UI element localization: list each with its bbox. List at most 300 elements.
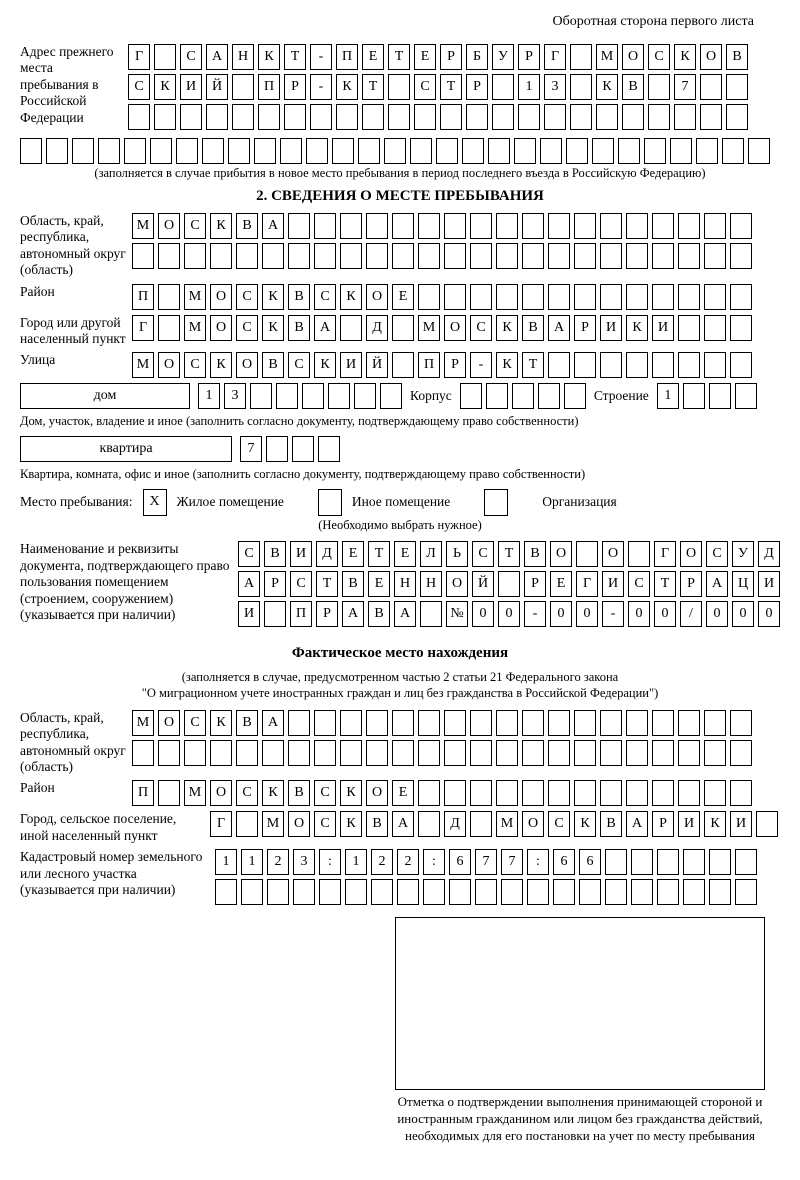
char-cell[interactable]: П <box>132 780 154 806</box>
char-cell[interactable] <box>527 879 549 905</box>
char-cell[interactable] <box>652 243 674 269</box>
char-cell[interactable]: О <box>366 284 388 310</box>
char-cell[interactable]: Р <box>524 571 546 597</box>
char-cell[interactable] <box>704 213 726 239</box>
char-cell[interactable] <box>466 104 488 130</box>
char-cell[interactable] <box>618 138 640 164</box>
char-cell[interactable] <box>215 879 237 905</box>
char-cell[interactable]: С <box>184 352 206 378</box>
char-cell[interactable] <box>540 138 562 164</box>
char-cell[interactable] <box>486 383 508 409</box>
char-cell[interactable]: В <box>366 811 388 837</box>
char-cell[interactable] <box>436 138 458 164</box>
char-cell[interactable]: Р <box>440 44 462 70</box>
char-cell[interactable] <box>366 740 388 766</box>
char-cell[interactable] <box>158 740 180 766</box>
char-cell[interactable] <box>648 104 670 130</box>
char-cell[interactable]: 0 <box>550 601 572 627</box>
char-cell[interactable] <box>512 383 534 409</box>
char-cell[interactable] <box>570 104 592 130</box>
char-cell[interactable]: К <box>704 811 726 837</box>
char-cell[interactable]: 0 <box>628 601 650 627</box>
char-cell[interactable]: С <box>180 44 202 70</box>
char-cell[interactable] <box>544 104 566 130</box>
char-cell[interactable] <box>154 44 176 70</box>
char-cell[interactable]: Е <box>368 571 390 597</box>
char-cell[interactable] <box>600 213 622 239</box>
char-cell[interactable] <box>314 213 336 239</box>
char-cell[interactable]: О <box>236 352 258 378</box>
char-cell[interactable] <box>574 740 596 766</box>
char-cell[interactable] <box>328 383 350 409</box>
char-cell[interactable]: 7 <box>475 849 497 875</box>
char-cell[interactable] <box>158 284 180 310</box>
char-cell[interactable] <box>678 315 700 341</box>
char-cell[interactable] <box>72 138 94 164</box>
char-cell[interactable]: М <box>596 44 618 70</box>
char-cell[interactable] <box>470 811 492 837</box>
char-cell[interactable] <box>652 213 674 239</box>
char-cell[interactable] <box>548 352 570 378</box>
char-cell[interactable]: В <box>342 571 364 597</box>
char-cell[interactable] <box>496 243 518 269</box>
char-cell[interactable]: А <box>206 44 228 70</box>
char-cell[interactable] <box>570 74 592 100</box>
char-cell[interactable]: Д <box>316 541 338 567</box>
char-cell[interactable]: С <box>290 571 312 597</box>
char-cell[interactable]: Т <box>362 74 384 100</box>
char-cell[interactable]: О <box>602 541 624 567</box>
char-cell[interactable]: С <box>414 74 436 100</box>
char-cell[interactable]: А <box>262 213 284 239</box>
stay-type-checkbox-residential[interactable]: X <box>143 489 167 516</box>
char-cell[interactable] <box>696 138 718 164</box>
char-cell[interactable] <box>683 849 705 875</box>
char-cell[interactable]: О <box>210 780 232 806</box>
char-cell[interactable]: А <box>262 710 284 736</box>
char-cell[interactable]: Т <box>316 571 338 597</box>
char-cell[interactable]: 7 <box>240 436 262 462</box>
char-cell[interactable]: Г <box>210 811 232 837</box>
char-cell[interactable] <box>340 740 362 766</box>
char-cell[interactable]: 7 <box>501 849 523 875</box>
char-cell[interactable]: В <box>288 315 310 341</box>
char-cell[interactable]: П <box>258 74 280 100</box>
char-cell[interactable]: С <box>236 780 258 806</box>
char-cell[interactable] <box>444 243 466 269</box>
char-cell[interactable] <box>631 879 653 905</box>
char-cell[interactable]: И <box>652 315 674 341</box>
char-cell[interactable] <box>709 879 731 905</box>
char-cell[interactable] <box>574 352 596 378</box>
char-cell[interactable] <box>318 436 340 462</box>
char-cell[interactable] <box>236 243 258 269</box>
char-cell[interactable]: Р <box>466 74 488 100</box>
char-cell[interactable]: К <box>154 74 176 100</box>
char-cell[interactable] <box>366 213 388 239</box>
char-cell[interactable] <box>631 849 653 875</box>
char-cell[interactable] <box>340 243 362 269</box>
char-cell[interactable] <box>596 104 618 130</box>
char-cell[interactable]: О <box>366 780 388 806</box>
char-cell[interactable] <box>418 284 440 310</box>
char-cell[interactable] <box>735 383 757 409</box>
char-cell[interactable] <box>730 315 752 341</box>
char-cell[interactable]: В <box>236 213 258 239</box>
char-cell[interactable] <box>522 780 544 806</box>
char-cell[interactable]: Р <box>444 352 466 378</box>
char-cell[interactable]: О <box>210 284 232 310</box>
char-cell[interactable]: О <box>158 710 180 736</box>
char-cell[interactable] <box>475 879 497 905</box>
char-cell[interactable] <box>340 213 362 239</box>
char-cell[interactable]: И <box>600 315 622 341</box>
char-cell[interactable]: Т <box>388 44 410 70</box>
char-cell[interactable]: К <box>262 780 284 806</box>
char-cell[interactable]: К <box>496 352 518 378</box>
char-cell[interactable]: Р <box>264 571 286 597</box>
char-cell[interactable] <box>735 849 757 875</box>
char-cell[interactable]: - <box>470 352 492 378</box>
char-cell[interactable] <box>548 213 570 239</box>
char-cell[interactable]: В <box>600 811 622 837</box>
char-cell[interactable] <box>652 780 674 806</box>
char-cell[interactable] <box>518 104 540 130</box>
char-cell[interactable]: Р <box>316 601 338 627</box>
char-cell[interactable]: Д <box>758 541 780 567</box>
char-cell[interactable]: 2 <box>397 849 419 875</box>
char-cell[interactable] <box>730 243 752 269</box>
char-cell[interactable] <box>488 138 510 164</box>
char-cell[interactable] <box>670 138 692 164</box>
char-cell[interactable] <box>735 879 757 905</box>
char-cell[interactable]: К <box>496 315 518 341</box>
char-cell[interactable] <box>514 138 536 164</box>
char-cell[interactable]: С <box>628 571 650 597</box>
char-cell[interactable] <box>470 243 492 269</box>
char-cell[interactable] <box>444 740 466 766</box>
char-cell[interactable]: А <box>706 571 728 597</box>
char-cell[interactable] <box>340 315 362 341</box>
char-cell[interactable] <box>418 811 440 837</box>
char-cell[interactable]: С <box>470 315 492 341</box>
char-cell[interactable]: О <box>446 571 468 597</box>
char-cell[interactable] <box>392 710 414 736</box>
char-cell[interactable]: 1 <box>345 849 367 875</box>
char-cell[interactable]: : <box>527 849 549 875</box>
char-cell[interactable] <box>652 284 674 310</box>
char-cell[interactable] <box>700 74 722 100</box>
char-cell[interactable] <box>276 383 298 409</box>
char-cell[interactable]: В <box>522 315 544 341</box>
char-cell[interactable] <box>722 138 744 164</box>
char-cell[interactable] <box>574 213 596 239</box>
char-cell[interactable] <box>210 740 232 766</box>
char-cell[interactable]: И <box>290 541 312 567</box>
char-cell[interactable]: Г <box>132 315 154 341</box>
char-cell[interactable] <box>600 710 622 736</box>
char-cell[interactable]: 0 <box>576 601 598 627</box>
char-cell[interactable] <box>444 710 466 736</box>
char-cell[interactable] <box>522 213 544 239</box>
char-cell[interactable] <box>626 243 648 269</box>
char-cell[interactable]: Е <box>362 44 384 70</box>
char-cell[interactable] <box>574 710 596 736</box>
char-cell[interactable]: С <box>314 811 336 837</box>
char-cell[interactable]: К <box>674 44 696 70</box>
char-cell[interactable] <box>236 740 258 766</box>
char-cell[interactable]: К <box>340 284 362 310</box>
char-cell[interactable]: О <box>622 44 644 70</box>
char-cell[interactable] <box>288 213 310 239</box>
char-cell[interactable] <box>626 740 648 766</box>
char-cell[interactable]: Е <box>414 44 436 70</box>
char-cell[interactable] <box>158 243 180 269</box>
char-cell[interactable]: 6 <box>553 849 575 875</box>
char-cell[interactable] <box>470 740 492 766</box>
char-cell[interactable]: Л <box>420 541 442 567</box>
char-cell[interactable] <box>626 780 648 806</box>
char-cell[interactable]: Р <box>652 811 674 837</box>
char-cell[interactable] <box>345 879 367 905</box>
char-cell[interactable] <box>132 243 154 269</box>
char-cell[interactable]: О <box>680 541 702 567</box>
char-cell[interactable]: 0 <box>706 601 728 627</box>
char-cell[interactable] <box>496 740 518 766</box>
char-cell[interactable]: С <box>128 74 150 100</box>
char-cell[interactable]: В <box>288 780 310 806</box>
char-cell[interactable]: С <box>314 284 336 310</box>
char-cell[interactable]: 6 <box>449 849 471 875</box>
char-cell[interactable]: Д <box>444 811 466 837</box>
char-cell[interactable] <box>232 74 254 100</box>
char-cell[interactable]: О <box>522 811 544 837</box>
char-cell[interactable]: М <box>132 352 154 378</box>
char-cell[interactable]: М <box>184 315 206 341</box>
char-cell[interactable] <box>392 352 414 378</box>
char-cell[interactable] <box>652 710 674 736</box>
char-cell[interactable]: С <box>648 44 670 70</box>
char-cell[interactable]: О <box>700 44 722 70</box>
stay-type-checkbox-other-premises[interactable] <box>318 489 342 516</box>
char-cell[interactable] <box>158 780 180 806</box>
char-cell[interactable] <box>644 138 666 164</box>
char-cell[interactable] <box>254 138 276 164</box>
char-cell[interactable]: А <box>548 315 570 341</box>
char-cell[interactable]: - <box>310 74 332 100</box>
char-cell[interactable]: 2 <box>371 849 393 875</box>
char-cell[interactable]: 0 <box>758 601 780 627</box>
char-cell[interactable]: : <box>319 849 341 875</box>
char-cell[interactable]: 0 <box>472 601 494 627</box>
char-cell[interactable]: / <box>680 601 702 627</box>
char-cell[interactable] <box>392 315 414 341</box>
char-cell[interactable] <box>420 601 442 627</box>
char-cell[interactable] <box>444 780 466 806</box>
char-cell[interactable] <box>605 879 627 905</box>
char-cell[interactable] <box>538 383 560 409</box>
char-cell[interactable]: Р <box>574 315 596 341</box>
char-cell[interactable]: Г <box>576 571 598 597</box>
char-cell[interactable] <box>292 436 314 462</box>
char-cell[interactable] <box>206 104 228 130</box>
char-cell[interactable] <box>180 104 202 130</box>
char-cell[interactable]: Т <box>654 571 676 597</box>
char-cell[interactable]: 2 <box>267 849 289 875</box>
char-cell[interactable] <box>236 811 258 837</box>
char-cell[interactable]: : <box>423 849 445 875</box>
char-cell[interactable]: 1 <box>241 849 263 875</box>
char-cell[interactable] <box>266 436 288 462</box>
char-cell[interactable] <box>250 383 272 409</box>
char-cell[interactable]: К <box>340 780 362 806</box>
char-cell[interactable] <box>46 138 68 164</box>
char-cell[interactable] <box>548 243 570 269</box>
char-cell[interactable] <box>460 383 482 409</box>
char-cell[interactable] <box>579 879 601 905</box>
char-cell[interactable] <box>371 879 393 905</box>
char-cell[interactable] <box>98 138 120 164</box>
char-cell[interactable]: Е <box>550 571 572 597</box>
char-cell[interactable] <box>392 213 414 239</box>
char-cell[interactable]: Т <box>368 541 390 567</box>
char-cell[interactable] <box>158 315 180 341</box>
char-cell[interactable]: У <box>492 44 514 70</box>
char-cell[interactable]: Й <box>366 352 388 378</box>
char-cell[interactable] <box>652 740 674 766</box>
char-cell[interactable] <box>622 104 644 130</box>
char-cell[interactable]: К <box>210 213 232 239</box>
char-cell[interactable]: К <box>262 315 284 341</box>
char-cell[interactable]: Й <box>206 74 228 100</box>
char-cell[interactable] <box>678 213 700 239</box>
char-cell[interactable] <box>462 138 484 164</box>
char-cell[interactable]: М <box>496 811 518 837</box>
char-cell[interactable] <box>492 104 514 130</box>
char-cell[interactable]: С <box>238 541 260 567</box>
char-cell[interactable] <box>657 849 679 875</box>
char-cell[interactable] <box>600 284 622 310</box>
char-cell[interactable] <box>748 138 770 164</box>
char-cell[interactable]: И <box>678 811 700 837</box>
char-cell[interactable]: С <box>548 811 570 837</box>
char-cell[interactable] <box>354 383 376 409</box>
char-cell[interactable]: О <box>288 811 310 837</box>
char-cell[interactable] <box>522 284 544 310</box>
char-cell[interactable] <box>522 710 544 736</box>
char-cell[interactable]: О <box>444 315 466 341</box>
char-cell[interactable] <box>184 243 206 269</box>
char-cell[interactable] <box>498 571 520 597</box>
char-cell[interactable]: А <box>238 571 260 597</box>
char-cell[interactable] <box>176 138 198 164</box>
char-cell[interactable] <box>548 740 570 766</box>
char-cell[interactable] <box>730 740 752 766</box>
char-cell[interactable] <box>496 213 518 239</box>
char-cell[interactable] <box>756 811 778 837</box>
char-cell[interactable] <box>678 780 700 806</box>
char-cell[interactable]: А <box>626 811 648 837</box>
char-cell[interactable]: В <box>288 284 310 310</box>
char-cell[interactable] <box>262 740 284 766</box>
char-cell[interactable] <box>332 138 354 164</box>
char-cell[interactable] <box>470 284 492 310</box>
char-cell[interactable] <box>704 710 726 736</box>
char-cell[interactable] <box>440 104 462 130</box>
char-cell[interactable] <box>678 284 700 310</box>
char-cell[interactable] <box>267 879 289 905</box>
char-cell[interactable] <box>314 243 336 269</box>
char-cell[interactable]: Н <box>420 571 442 597</box>
char-cell[interactable]: 0 <box>498 601 520 627</box>
char-cell[interactable] <box>704 780 726 806</box>
char-cell[interactable]: Г <box>544 44 566 70</box>
char-cell[interactable] <box>410 138 432 164</box>
char-cell[interactable]: В <box>524 541 546 567</box>
char-cell[interactable] <box>388 104 410 130</box>
char-cell[interactable] <box>564 383 586 409</box>
char-cell[interactable] <box>264 601 286 627</box>
char-cell[interactable]: К <box>626 315 648 341</box>
char-cell[interactable] <box>600 780 622 806</box>
char-cell[interactable]: С <box>472 541 494 567</box>
char-cell[interactable] <box>366 710 388 736</box>
char-cell[interactable] <box>574 243 596 269</box>
char-cell[interactable]: № <box>446 601 468 627</box>
char-cell[interactable]: И <box>602 571 624 597</box>
char-cell[interactable]: М <box>184 284 206 310</box>
char-cell[interactable] <box>310 104 332 130</box>
char-cell[interactable]: М <box>262 811 284 837</box>
char-cell[interactable] <box>362 104 384 130</box>
char-cell[interactable]: 3 <box>224 383 246 409</box>
char-cell[interactable]: Е <box>392 780 414 806</box>
char-cell[interactable] <box>384 138 406 164</box>
char-cell[interactable] <box>592 138 614 164</box>
char-cell[interactable]: Т <box>522 352 544 378</box>
char-cell[interactable]: 1 <box>657 383 679 409</box>
char-cell[interactable] <box>418 780 440 806</box>
char-cell[interactable] <box>449 879 471 905</box>
char-cell[interactable] <box>228 138 250 164</box>
char-cell[interactable] <box>553 879 575 905</box>
char-cell[interactable] <box>678 243 700 269</box>
char-cell[interactable] <box>730 352 752 378</box>
char-cell[interactable] <box>470 213 492 239</box>
char-cell[interactable]: М <box>418 315 440 341</box>
char-cell[interactable] <box>470 710 492 736</box>
char-cell[interactable] <box>709 849 731 875</box>
char-cell[interactable] <box>522 243 544 269</box>
char-cell[interactable] <box>184 740 206 766</box>
char-cell[interactable] <box>600 243 622 269</box>
char-cell[interactable] <box>284 104 306 130</box>
stay-type-checkbox-organization[interactable] <box>484 489 508 516</box>
char-cell[interactable]: С <box>706 541 728 567</box>
char-cell[interactable] <box>414 104 436 130</box>
char-cell[interactable] <box>683 383 705 409</box>
char-cell[interactable] <box>657 879 679 905</box>
char-cell[interactable] <box>648 74 670 100</box>
char-cell[interactable]: Н <box>394 571 416 597</box>
char-cell[interactable]: А <box>392 811 414 837</box>
char-cell[interactable] <box>150 138 172 164</box>
char-cell[interactable]: У <box>732 541 754 567</box>
char-cell[interactable]: К <box>340 811 362 837</box>
char-cell[interactable] <box>280 138 302 164</box>
char-cell[interactable]: К <box>210 352 232 378</box>
char-cell[interactable] <box>626 213 648 239</box>
